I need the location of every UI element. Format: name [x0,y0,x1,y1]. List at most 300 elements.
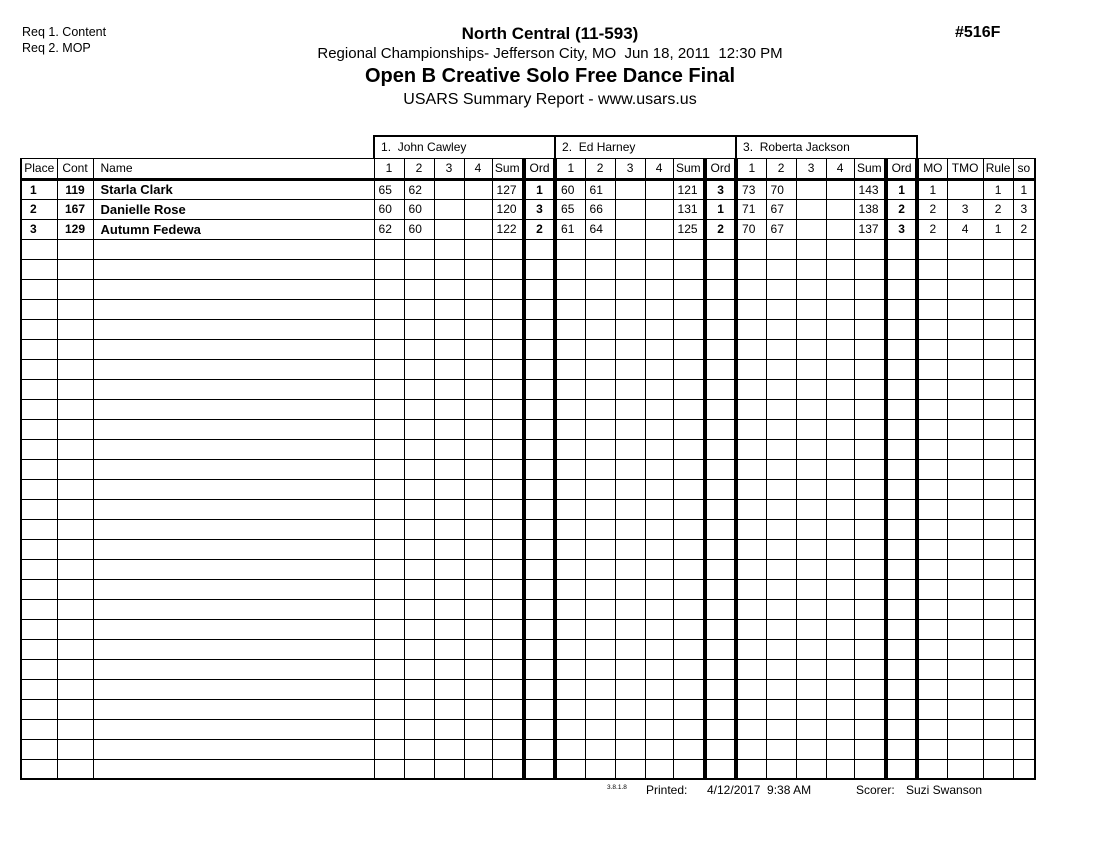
sum-cell-judge1: 122 [492,219,524,239]
sum-cell-judge2: 131 [673,199,705,219]
empty-cell [57,759,93,779]
empty-cell [796,379,826,399]
empty-cell [434,659,464,679]
empty-cell [886,399,917,419]
empty-cell [524,539,555,559]
ord-cell-judge2: 1 [705,199,736,219]
empty-cell [826,419,854,439]
empty-cell [434,499,464,519]
empty-cell [854,299,886,319]
empty-cell [826,359,854,379]
score-cell [464,199,492,219]
empty-cell [585,719,615,739]
empty-cell [917,639,947,659]
empty-cell [615,419,645,439]
empty-cell [736,579,766,599]
empty-cell [555,399,585,419]
empty-cell [615,459,645,479]
empty-cell [585,319,615,339]
col-header-judge3-4: 4 [826,158,854,179]
empty-cell [404,419,434,439]
empty-cell [585,599,615,619]
empty-cell [886,279,917,299]
report-type: USARS Summary Report - www.usars.us [403,91,697,108]
table-row [21,179,1035,199]
empty-row [21,679,1035,699]
empty-cell [983,439,1013,459]
empty-cell [826,339,854,359]
empty-cell [705,459,736,479]
empty-cell [615,439,645,459]
empty-cell [434,339,464,359]
empty-cell [645,259,673,279]
empty-cell [886,739,917,759]
empty-cell [1013,319,1035,339]
results-table-body [21,136,1035,779]
empty-cell [917,659,947,679]
empty-cell [404,639,434,659]
empty-cell [464,579,492,599]
empty-cell [983,379,1013,399]
empty-cell [947,559,983,579]
col-header-place: Place [21,158,57,179]
empty-cell [21,739,57,759]
empty-cell [93,579,374,599]
empty-cell [1013,619,1035,639]
empty-cell [854,599,886,619]
empty-cell [57,499,93,519]
empty-cell [615,479,645,499]
empty-cell [705,339,736,359]
empty-cell [434,359,464,379]
empty-cell [404,599,434,619]
empty-cell [947,459,983,479]
col-header-judge3-1: 1 [736,158,766,179]
empty-cell [886,499,917,519]
col-header-judge1-3: 3 [434,158,464,179]
empty-cell [1013,259,1035,279]
empty-cell [736,379,766,399]
empty-cell [673,639,705,659]
empty-cell [57,539,93,559]
empty-cell [404,659,434,679]
empty-cell [57,659,93,679]
empty-cell [492,659,524,679]
empty-cell [766,639,796,659]
empty-cell [917,399,947,419]
col-header-rule: Rule [983,158,1013,179]
empty-cell [434,519,464,539]
empty-cell [492,539,524,559]
empty-cell [917,359,947,379]
empty-cell [524,299,555,319]
empty-cell [673,559,705,579]
empty-cell [917,619,947,639]
empty-cell [57,559,93,579]
empty-cell [21,379,57,399]
empty-cell [673,479,705,499]
empty-cell [21,579,57,599]
empty-cell [983,599,1013,619]
empty-cell [983,759,1013,779]
empty-cell [796,499,826,519]
empty-cell [766,239,796,259]
empty-cell [886,259,917,279]
empty-cell [555,299,585,319]
empty-row [21,459,1035,479]
empty-cell [434,759,464,779]
empty-row [21,659,1035,679]
empty-cell [524,739,555,759]
col-header-judge2-ord: Ord [705,158,736,179]
empty-cell [983,499,1013,519]
empty-cell [983,279,1013,299]
empty-row [21,239,1035,259]
empty-cell [615,539,645,559]
empty-cell [524,479,555,499]
score-cell [615,179,645,199]
empty-cell [21,499,57,519]
score-cell [826,219,854,239]
empty-cell [947,659,983,679]
empty-cell [555,379,585,399]
empty-cell [736,299,766,319]
sum-cell-judge2: 125 [673,219,705,239]
results-table [20,135,1036,780]
col-header-judge1-ord: Ord [524,158,555,179]
empty-cell [555,319,585,339]
empty-cell [555,719,585,739]
empty-row [21,319,1035,339]
empty-cell [1013,459,1035,479]
empty-cell [21,719,57,739]
empty-cell [585,639,615,659]
empty-cell [983,299,1013,319]
empty-cell [917,279,947,299]
empty-cell [585,739,615,759]
empty-cell [434,579,464,599]
req-line-1: Req 1. Content [22,25,107,39]
empty-cell [886,359,917,379]
empty-cell [705,259,736,279]
empty-cell [21,619,57,639]
empty-cell [93,319,374,339]
empty-cell [93,519,374,539]
col-header-judge2-sum: Sum [673,158,705,179]
judge-header-spacer-left [21,136,374,158]
empty-cell [434,419,464,439]
empty-cell [615,519,645,539]
empty-cell [1013,719,1035,739]
empty-cell [673,339,705,359]
ord-cell-judge2: 2 [705,219,736,239]
empty-cell [796,359,826,379]
empty-cell [1013,559,1035,579]
empty-cell [796,299,826,319]
empty-cell [374,479,404,499]
empty-cell [404,319,434,339]
event-number: #516F [955,24,1001,41]
empty-cell [404,359,434,379]
empty-cell [524,759,555,779]
empty-cell [705,699,736,719]
empty-cell [766,419,796,439]
empty-cell [585,239,615,259]
col-header-tmo: TMO [947,158,983,179]
empty-cell [886,719,917,739]
empty-cell [705,719,736,739]
empty-cell [404,559,434,579]
score-cell [615,199,645,219]
tmo-cell: 4 [947,219,983,239]
rule-cell: 2 [983,199,1013,219]
empty-cell [434,379,464,399]
empty-cell [826,759,854,779]
empty-cell [21,639,57,659]
empty-cell [705,759,736,779]
empty-cell [796,339,826,359]
empty-cell [947,359,983,379]
tmo-cell: 3 [947,199,983,219]
sum-cell-judge1: 127 [492,179,524,199]
empty-cell [434,399,464,419]
empty-cell [404,459,434,479]
empty-cell [705,539,736,559]
empty-cell [796,619,826,639]
empty-cell [585,419,615,439]
empty-cell [555,239,585,259]
empty-cell [1013,279,1035,299]
empty-cell [766,299,796,319]
score-cell: 60 [404,199,434,219]
empty-cell [555,359,585,379]
empty-cell [464,239,492,259]
empty-row [21,359,1035,379]
empty-cell [434,479,464,499]
empty-cell [615,319,645,339]
empty-cell [766,399,796,419]
empty-cell [705,739,736,759]
empty-cell [1013,739,1035,759]
score-cell: 66 [585,199,615,219]
empty-cell [673,739,705,759]
empty-cell [374,499,404,519]
empty-cell [434,279,464,299]
empty-row [21,379,1035,399]
empty-cell [434,619,464,639]
empty-cell [673,359,705,379]
empty-cell [555,479,585,499]
empty-cell [374,339,404,359]
empty-cell [983,319,1013,339]
empty-cell [673,319,705,339]
empty-cell [766,279,796,299]
empty-cell [21,539,57,559]
empty-cell [947,599,983,619]
empty-cell [21,399,57,419]
col-header-judge3-3: 3 [796,158,826,179]
empty-cell [917,719,947,739]
empty-cell [404,579,434,599]
empty-cell [766,539,796,559]
empty-cell [673,259,705,279]
empty-cell [585,439,615,459]
empty-cell [555,539,585,559]
table-row [21,199,1035,219]
empty-cell [1013,599,1035,619]
empty-cell [673,519,705,539]
cont-cell: 119 [57,179,93,199]
empty-cell [917,519,947,539]
empty-cell [854,359,886,379]
empty-cell [645,479,673,499]
empty-cell [736,499,766,519]
empty-cell [886,679,917,699]
score-cell [615,219,645,239]
empty-cell [673,499,705,519]
empty-cell [796,559,826,579]
empty-cell [886,439,917,459]
empty-cell [615,739,645,759]
empty-cell [464,559,492,579]
empty-cell [854,399,886,419]
empty-cell [766,679,796,699]
empty-cell [886,479,917,499]
empty-cell [645,359,673,379]
sum-cell-judge3: 138 [854,199,886,219]
empty-cell [1013,479,1035,499]
empty-cell [854,339,886,359]
empty-cell [464,639,492,659]
empty-cell [374,739,404,759]
empty-cell [21,239,57,259]
empty-cell [854,259,886,279]
col-header-judge3-ord: Ord [886,158,917,179]
empty-cell [766,579,796,599]
empty-cell [93,399,374,419]
empty-cell [947,379,983,399]
empty-cell [673,759,705,779]
empty-cell [615,619,645,639]
empty-cell [555,419,585,439]
col-header-so: so [1013,158,1035,179]
event-info: Regional Championships- Jefferson City, MO Jun 18, 2011 12:30 PM [317,45,783,62]
empty-cell [555,279,585,299]
printed-value: 4/12/2017 9:38 AM [707,783,812,797]
col-header-judge1-2: 2 [404,158,434,179]
empty-cell [374,259,404,279]
empty-cell [886,299,917,319]
empty-cell [555,599,585,619]
ord-cell-judge1: 3 [524,199,555,219]
empty-cell [374,379,404,399]
empty-cell [585,279,615,299]
empty-cell [645,559,673,579]
empty-cell [93,339,374,359]
empty-cell [404,619,434,639]
empty-cell [766,359,796,379]
empty-cell [705,319,736,339]
empty-cell [374,359,404,379]
empty-cell [21,519,57,539]
empty-cell [947,539,983,559]
score-cell: 60 [374,199,404,219]
empty-cell [93,559,374,579]
empty-cell [886,239,917,259]
score-cell [464,179,492,199]
empty-cell [93,739,374,759]
score-cell [434,179,464,199]
empty-cell [93,239,374,259]
empty-cell [374,699,404,719]
empty-row [21,559,1035,579]
empty-cell [57,699,93,719]
empty-cell [492,359,524,379]
col-header-judge2-4: 4 [645,158,673,179]
empty-cell [796,719,826,739]
empty-cell [434,699,464,719]
empty-cell [766,459,796,479]
empty-cell [886,319,917,339]
empty-cell [826,699,854,719]
empty-cell [917,439,947,459]
empty-cell [886,599,917,619]
empty-cell [404,239,434,259]
empty-cell [93,659,374,679]
empty-cell [434,559,464,579]
empty-cell [854,559,886,579]
empty-cell [555,259,585,279]
empty-cell [917,679,947,699]
title-block [0,23,1100,110]
empty-cell [555,499,585,519]
rule-cell: 1 [983,179,1013,199]
empty-cell [705,419,736,439]
empty-cell [615,299,645,319]
so-cell: 3 [1013,199,1035,219]
empty-cell [492,339,524,359]
judge-header-spacer-right [917,136,1035,158]
empty-cell [736,459,766,479]
empty-cell [705,659,736,679]
empty-cell [645,379,673,399]
empty-cell [524,459,555,479]
empty-cell [673,459,705,479]
score-cell: 67 [766,219,796,239]
empty-cell [57,359,93,379]
empty-cell [464,719,492,739]
empty-cell [374,719,404,739]
empty-cell [983,719,1013,739]
empty-cell [524,699,555,719]
empty-cell [464,259,492,279]
empty-cell [854,639,886,659]
empty-cell [947,499,983,519]
empty-cell [404,259,434,279]
empty-cell [736,419,766,439]
empty-cell [917,479,947,499]
empty-cell [585,359,615,379]
empty-cell [492,279,524,299]
empty-cell [492,379,524,399]
empty-cell [673,579,705,599]
empty-cell [374,659,404,679]
empty-cell [464,419,492,439]
empty-cell [826,739,854,759]
empty-cell [524,239,555,259]
score-cell: 60 [555,179,585,199]
empty-cell [492,259,524,279]
